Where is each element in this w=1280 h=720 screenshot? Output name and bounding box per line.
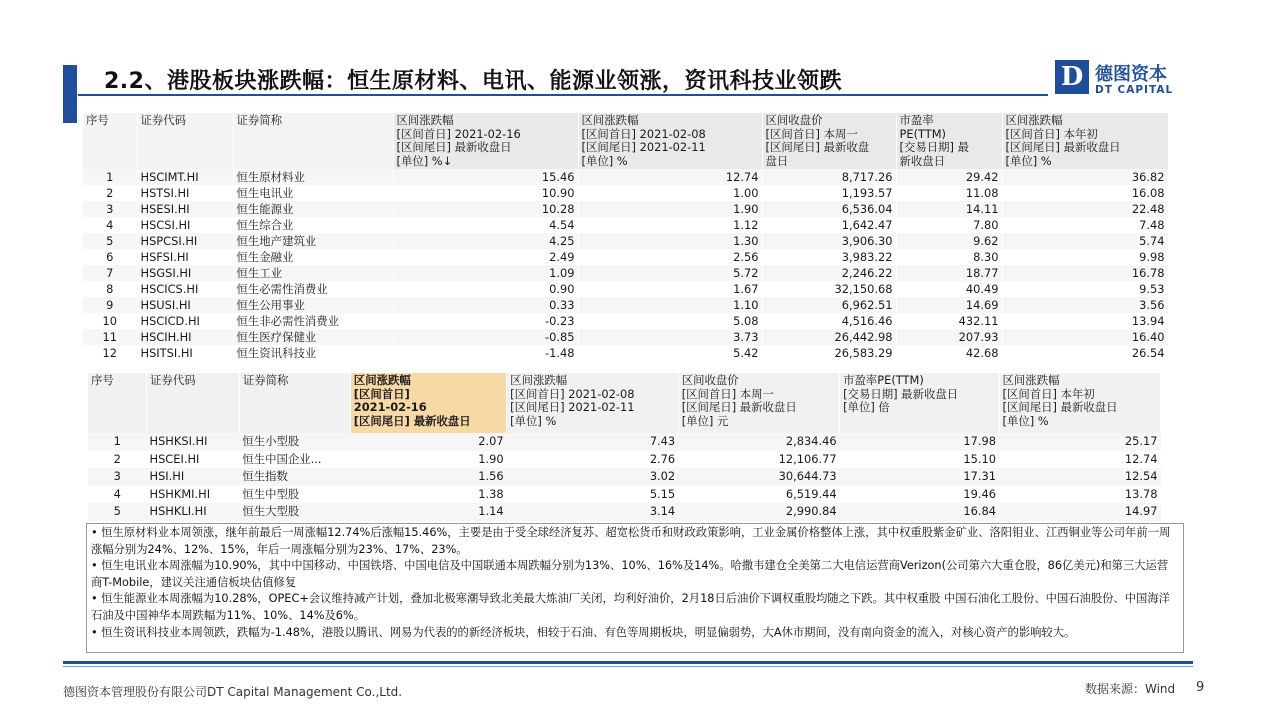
table-cell: 1 — [83, 169, 137, 185]
table-cell: 恒生工业 — [233, 265, 393, 281]
table-cell: 5 — [88, 503, 147, 521]
table-cell: 26,583.29 — [762, 345, 896, 361]
company-logo — [1055, 60, 1185, 100]
table-cell: 11.08 — [896, 185, 1002, 201]
table-cell: HSFSI.HI — [137, 249, 233, 265]
table-cell: HSITSI.HI — [137, 345, 233, 361]
table-cell: 16.40 — [1002, 329, 1168, 345]
table-cell: 6,519.44 — [678, 486, 839, 504]
table-cell: 4.54 — [393, 217, 578, 233]
table-cell: 11 — [83, 329, 137, 345]
table-cell: HSGSI.HI — [137, 265, 233, 281]
table-cell: 3 — [83, 201, 137, 217]
table-cell: HSCEI.HI — [147, 451, 240, 469]
column-header: 证券简称 — [233, 113, 393, 169]
column-header: 区间收盘价 [区间首日] 本周一 [区间尾日] 最新收盘 盘日 — [762, 113, 896, 169]
column-header: 序号 — [83, 113, 137, 169]
table-cell: 12.54 — [999, 468, 1160, 486]
table-cell: 16.78 — [1002, 265, 1168, 281]
table-cell: 3.14 — [507, 503, 679, 521]
table-cell: 9.53 — [1002, 281, 1168, 297]
column-header: 市盈率PE(TTM) [交易日期] 最新收盘日 [单位] 倍 — [840, 373, 999, 433]
table-cell: 15.10 — [840, 451, 999, 469]
table-row — [88, 503, 1161, 521]
column-header: 区间涨跌幅 [区间首日] 2021-02-08 [区间尾日] 2021-02-11 [单位] % — [578, 113, 762, 169]
table-cell: 207.93 — [896, 329, 1002, 345]
table-cell: 恒生非必需性消费业 — [233, 313, 393, 329]
table-cell: 10 — [83, 313, 137, 329]
table-cell: 9.98 — [1002, 249, 1168, 265]
table-cell: -1.48 — [393, 345, 578, 361]
commentary-box — [86, 523, 1184, 653]
table-cell: 12.74 — [999, 451, 1160, 469]
table-cell: 2 — [83, 185, 137, 201]
table-cell: 3 — [88, 468, 147, 486]
table-cell: 5.15 — [507, 486, 679, 504]
table-cell: HSI.HI — [147, 468, 240, 486]
index-performance-table — [88, 373, 1161, 521]
table-cell: 13.94 — [1002, 313, 1168, 329]
table-cell: 7 — [83, 265, 137, 281]
table-cell: 18.77 — [896, 265, 1002, 281]
table-cell: 4 — [83, 217, 137, 233]
table-cell: 14.69 — [896, 297, 1002, 313]
table-cell: 26,442.98 — [762, 329, 896, 345]
commentary-bullet: • 恒生电讯业本周涨幅为10.90%，其中中国移动、中国铁塔、中国电信及中国联通本周跌幅分别为13%、10%、16%及14%。哈撒韦建仓全美第二大电信运营商Verizon(公司第六大重仓股，86亿美元)和第三大运营商T-Mobile，建议关注通信板块估值修复 — [91, 559, 1169, 589]
table-cell: 1.56 — [350, 468, 506, 486]
sector-performance-table — [83, 113, 1169, 361]
table-cell: 32,150.68 — [762, 281, 896, 297]
table-row — [83, 233, 1168, 249]
table-cell: 恒生中国企业... — [239, 451, 350, 469]
table-row — [83, 345, 1168, 361]
table-row — [83, 281, 1168, 297]
table-cell: 8,717.26 — [762, 169, 896, 185]
table-cell: 1.00 — [578, 185, 762, 201]
table-cell: HSCSI.HI — [137, 217, 233, 233]
table-cell: HSHKSI.HI — [147, 433, 240, 451]
table-cell: HSPCSI.HI — [137, 233, 233, 249]
table-cell: 42.68 — [896, 345, 1002, 361]
table-cell: 5.08 — [578, 313, 762, 329]
table-cell: 7.43 — [507, 433, 679, 451]
table-cell: 0.33 — [393, 297, 578, 313]
table-cell: 1 — [88, 433, 147, 451]
column-header: 区间涨跌幅 [区间首日] 2021-02-16 [区间尾日] 最新收盘日 [单位] %↓ — [393, 113, 578, 169]
table-cell: 2.76 — [507, 451, 679, 469]
table-cell: 3.56 — [1002, 297, 1168, 313]
table-cell: 8.30 — [896, 249, 1002, 265]
table-row — [88, 486, 1161, 504]
table-cell: 29.42 — [896, 169, 1002, 185]
table-cell: 2,834.46 — [678, 433, 839, 451]
table-cell: 16.08 — [1002, 185, 1168, 201]
table-cell: HSCICS.HI — [137, 281, 233, 297]
table-cell: 4,516.46 — [762, 313, 896, 329]
table-row — [83, 297, 1168, 313]
table-cell: 3.73 — [578, 329, 762, 345]
title-accent-bar — [63, 65, 77, 123]
table-row — [88, 451, 1161, 469]
column-header: 序号 — [88, 373, 147, 433]
table-cell: 15.46 — [393, 169, 578, 185]
table-cell: 10.90 — [393, 185, 578, 201]
table-cell: 恒生医疗保健业 — [233, 329, 393, 345]
table-cell: 2,246.22 — [762, 265, 896, 281]
table-cell: 6,536.04 — [762, 201, 896, 217]
table-header-row — [88, 373, 1161, 433]
table-cell: 恒生指数 — [239, 468, 350, 486]
table-cell: 2 — [88, 451, 147, 469]
table-cell: 恒生地产建筑业 — [233, 233, 393, 249]
table-cell: 8 — [83, 281, 137, 297]
table-row — [83, 169, 1168, 185]
table-cell: HSUSI.HI — [137, 297, 233, 313]
table-cell: 恒生中型股 — [239, 486, 350, 504]
table-cell: 13.78 — [999, 486, 1160, 504]
table-cell: 2.56 — [578, 249, 762, 265]
table-cell: 3,906.30 — [762, 233, 896, 249]
table-cell: 1.38 — [350, 486, 506, 504]
table-cell: 2.07 — [350, 433, 506, 451]
commentary-bullet: • 恒生原材料业本周领涨，继年前最后一周涨幅12.74%后涨幅15.46%，主要是由于受全球经济复苏、超宽松货币和财政政策影响，工业金属价格整体上涨，其中权重股紫金矿业、洛阳钼业、江西铜业等公司年前一周涨幅分别为24%、12%、15%，年后一周涨幅分别为23%、17%、23%。 — [91, 526, 1171, 556]
table-cell: 26.54 — [1002, 345, 1168, 361]
table-cell: 3,983.22 — [762, 249, 896, 265]
table-header-row — [83, 113, 1168, 169]
table-cell: HSESI.HI — [137, 201, 233, 217]
column-header: 区间涨跌幅 [区间首日] 2021-02-16 [区间尾日] 最新收盘日 — [350, 373, 506, 433]
column-header: 证券简称 — [239, 373, 350, 433]
column-header: 证券代码 — [137, 113, 233, 169]
table-cell: HSHKMI.HI — [147, 486, 240, 504]
logo-mark: D — [1055, 60, 1089, 94]
table-cell: 1.09 — [393, 265, 578, 281]
table-row — [88, 433, 1161, 451]
table-cell: -0.85 — [393, 329, 578, 345]
table-cell: 22.48 — [1002, 201, 1168, 217]
footer-rule — [63, 661, 1193, 664]
table-cell: 5.74 — [1002, 233, 1168, 249]
table-cell: 0.90 — [393, 281, 578, 297]
commentary-bullet: • 恒生资讯科技业本周领跌，跌幅为-1.48%，港股以腾讯、网易为代表的的新经济板块，相较于石油、有色等周期板块，明显偏弱势，大A休市期间，没有南向资金的流入，对核心资产的影响较大。 — [91, 625, 1076, 639]
column-header: 市盈率 PE(TTM) [交易日期] 最 新收盘日 — [896, 113, 1002, 169]
table-cell: HSTSI.HI — [137, 185, 233, 201]
table-cell: 3.02 — [507, 468, 679, 486]
table-cell: 1.67 — [578, 281, 762, 297]
table-cell: 5.42 — [578, 345, 762, 361]
table-cell: 恒生必需性消费业 — [233, 281, 393, 297]
column-header: 证券代码 — [147, 373, 240, 433]
table-cell: 2.49 — [393, 249, 578, 265]
table-cell: 12.74 — [578, 169, 762, 185]
table-cell: HSCIH.HI — [137, 329, 233, 345]
table-cell: 恒生小型股 — [239, 433, 350, 451]
table-cell: 恒生公用事业 — [233, 297, 393, 313]
table-cell: 6 — [83, 249, 137, 265]
table-cell: 12,106.77 — [678, 451, 839, 469]
column-header: 区间收盘价 [区间首日] 本周一 [区间尾日] 最新收盘日 [单位] 元 — [678, 373, 839, 433]
title-underline — [78, 94, 1048, 96]
table-cell: 14.97 — [999, 503, 1160, 521]
table-cell: 1.14 — [350, 503, 506, 521]
table-cell: 19.46 — [840, 486, 999, 504]
table-cell: 1.10 — [578, 297, 762, 313]
column-header: 区间涨跌幅 [区间首日] 2021-02-08 [区间尾日] 2021-02-11 [单位] % — [507, 373, 679, 433]
table-cell: HSCIMT.HI — [137, 169, 233, 185]
data-source: 数据来源：Wind — [1085, 682, 1176, 696]
table-cell: 5.72 — [578, 265, 762, 281]
table-cell: 4 — [88, 486, 147, 504]
table-row — [83, 201, 1168, 217]
table-cell: 恒生能源业 — [233, 201, 393, 217]
table-cell: 1,193.57 — [762, 185, 896, 201]
footer-company: 德图资本管理股份有限公司DT Capital Management Co.,Ltd. — [63, 685, 403, 699]
table-cell: 6,962.51 — [762, 297, 896, 313]
table-cell: 7.80 — [896, 217, 1002, 233]
table-cell: 4.25 — [393, 233, 578, 249]
table-cell: 36.82 — [1002, 169, 1168, 185]
table-row — [83, 329, 1168, 345]
table-cell: 5 — [83, 233, 137, 249]
table-cell: 恒生大型股 — [239, 503, 350, 521]
commentary-bullet: • 恒生能源业本周涨幅为10.28%，OPEC+会议维持减产计划，叠加北极寒潮导致北美最大炼油厂关闭，均利好油价，2月18日后油价下调权重股均随之下跌。其中权重股 中国石油化工股份、中国石油股份、中国海洋石油及中国神华本周跌幅为11%、10%、14%及6%。 — [91, 592, 1170, 622]
table-cell: 恒生综合业 — [233, 217, 393, 233]
table-cell: 1.12 — [578, 217, 762, 233]
table-cell: 恒生原材料业 — [233, 169, 393, 185]
table-cell: 7.48 — [1002, 217, 1168, 233]
table-row — [83, 265, 1168, 281]
table-row — [83, 249, 1168, 265]
logo-chinese-name: 德图资本 — [1095, 64, 1167, 85]
table-cell: -0.23 — [393, 313, 578, 329]
table-row — [83, 313, 1168, 329]
table-cell: 1.90 — [350, 451, 506, 469]
table-cell: 14.11 — [896, 201, 1002, 217]
table-cell: HSHKLI.HI — [147, 503, 240, 521]
table-cell: 恒生资讯科技业 — [233, 345, 393, 361]
table-cell: 1.30 — [578, 233, 762, 249]
table-cell: HSCICD.HI — [137, 313, 233, 329]
logo-english-name: DT CAPITAL — [1095, 84, 1174, 96]
table-cell: 16.84 — [840, 503, 999, 521]
column-header: 区间涨跌幅 [区间首日] 本年初 [区间尾日] 最新收盘日 [单位] % — [999, 373, 1160, 433]
table-cell: 30,644.73 — [678, 468, 839, 486]
table-cell: 17.31 — [840, 468, 999, 486]
table-cell: 25.17 — [999, 433, 1160, 451]
table-cell: 12 — [83, 345, 137, 361]
table-cell: 17.98 — [840, 433, 999, 451]
column-header: 区间涨跌幅 [区间首日] 本年初 [区间尾日] 最新收盘日 [单位] % — [1002, 113, 1168, 169]
page-number: 9 — [1196, 680, 1205, 695]
table-cell: 432.11 — [896, 313, 1002, 329]
table-cell: 9 — [83, 297, 137, 313]
table-cell: 40.49 — [896, 281, 1002, 297]
table-cell: 10.28 — [393, 201, 578, 217]
footer-rule-thin — [63, 666, 1193, 667]
table-cell: 9.62 — [896, 233, 1002, 249]
table-cell: 恒生电讯业 — [233, 185, 393, 201]
table-cell: 2,990.84 — [678, 503, 839, 521]
table-row — [88, 468, 1161, 486]
table-row — [83, 217, 1168, 233]
table-cell: 恒生金融业 — [233, 249, 393, 265]
table-cell: 1,642.47 — [762, 217, 896, 233]
table-row — [83, 185, 1168, 201]
table-cell: 1.90 — [578, 201, 762, 217]
page-title: 2.2、港股板块涨跌幅：恒生原材料、电讯、能源业领涨，资讯科技业领跌 — [104, 69, 842, 94]
